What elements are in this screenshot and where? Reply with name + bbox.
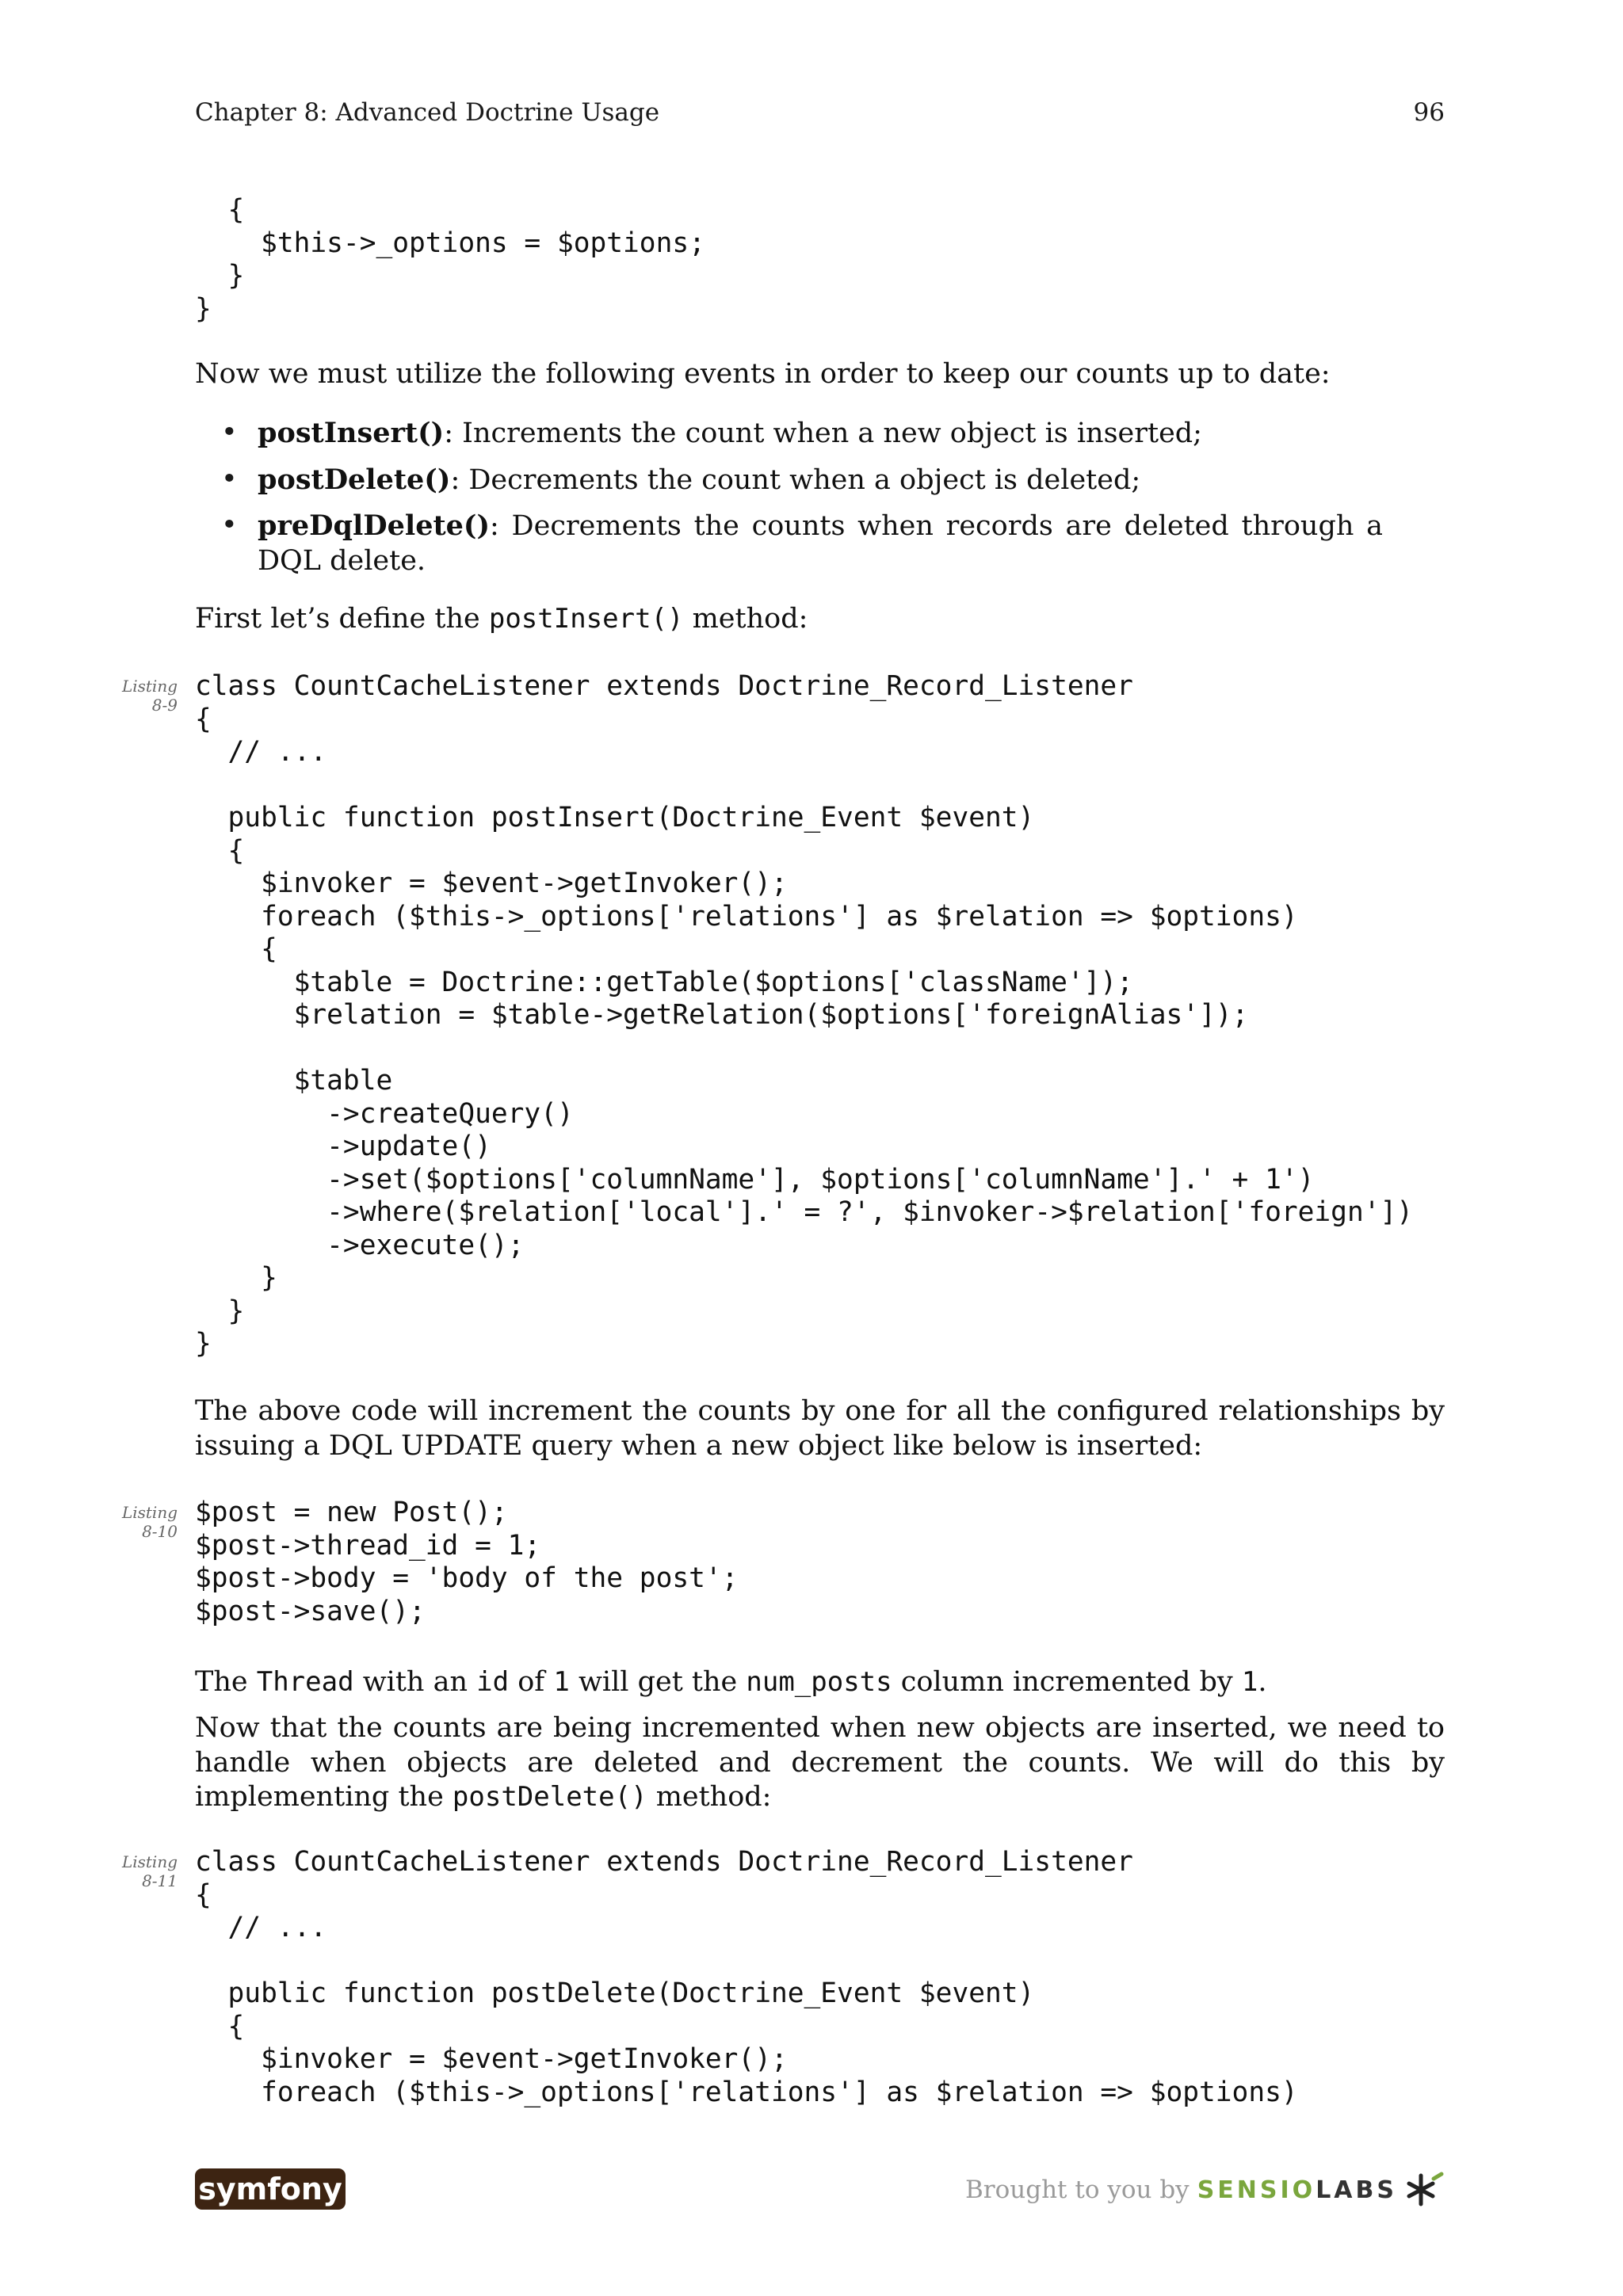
brand-part-1: SENSIO: [1197, 2176, 1316, 2204]
sponsor-credit: [965, 2172, 1445, 2208]
listing-label-number: 8-9: [151, 696, 178, 715]
chapter-header: Chapter 8: Advanced Doctrine Usage: [195, 98, 660, 127]
text-segment: column incremented by: [892, 1666, 1242, 1698]
bullet-dot: •: [221, 417, 238, 448]
bullet-text: : Decrements the count when a object is deleted;: [450, 464, 1141, 496]
text-segment: will get the: [569, 1666, 747, 1698]
bullet-item: [258, 463, 1383, 498]
listing-label-word: Listing: [121, 677, 178, 696]
thread-paragraph: [195, 1665, 1445, 1700]
bullet-text: : Decrements the counts when records are deleted through a DQL delete.: [258, 510, 1383, 577]
code-listing-8-9: class CountCacheListener extends Doctrine_Record_Listener { // ... public function postInsert(Doctrine_Event $event) { $invoker = $event->getInvoker(); foreach ($this->_options['relations'] as $relation => $options) { $table = Doctrine::getTable($options['className']); $relation = $table->getRelation($options['foreignAlias']); $table ->createQuery() ->update() ->set($options['columnName'], $options['columnName'].' + 1') ->where($relation['local'].' = ?', $invoker->$relation['foreign']) ->execute(); } } }: [195, 670, 1414, 1360]
text-segment: The: [195, 1666, 257, 1698]
bullet-item: [258, 509, 1383, 578]
text-segment: Now that the counts are being incremented when new objects are inserted, we need to handle when objects are deleted and decrement the counts. We will do this by implementing the: [195, 1712, 1445, 1813]
inline-code: postInsert(): [488, 603, 684, 635]
page-number: 96: [1413, 98, 1445, 127]
listing-label: [51, 677, 178, 715]
listing-label-number: 8-10: [142, 1522, 178, 1541]
inline-code: Thread: [256, 1666, 354, 1698]
bullet-item: [258, 416, 1383, 452]
text-segment: method:: [647, 1781, 772, 1813]
listing-label-word: Listing: [121, 1852, 178, 1871]
inline-code: id: [476, 1666, 510, 1698]
intro-paragraph: Now we must utilize the following events in order to keep our counts up to date:: [195, 358, 1331, 390]
listing-label-word: Listing: [121, 1503, 178, 1522]
define-paragraph: [195, 602, 1445, 637]
bullet-term: preDqlDelete(): [258, 509, 491, 542]
inline-code: num_posts: [746, 1666, 892, 1698]
code-snippet-top: { $this->_options = $options; } }: [195, 194, 705, 325]
listing-label: [51, 1503, 178, 1541]
sensiolabs-star-icon: [1405, 2171, 1445, 2209]
inline-code: postDelete(): [452, 1781, 647, 1813]
bullet-dot: •: [221, 463, 238, 495]
bullet-term: postInsert(): [258, 417, 445, 449]
text-segment: method:: [683, 603, 808, 635]
brand-part-2: LABS: [1316, 2176, 1397, 2204]
bullet-dot: •: [221, 509, 238, 541]
bullet-term: postDelete(): [258, 463, 451, 496]
text-segment: .: [1258, 1666, 1267, 1698]
bullet-text: : Increments the count when a new object is inserted;: [444, 418, 1202, 449]
above-code-paragraph: The above code will increment the counts by one for all the configured relationships by issuing a DQL UPDATE query when a new object like below is inserted:: [195, 1395, 1445, 1462]
text-segment: with an: [353, 1666, 477, 1698]
listing-label: [51, 1852, 178, 1890]
brought-by-text: Brought to you by: [965, 2176, 1190, 2204]
inline-code: 1: [1241, 1666, 1258, 1698]
inline-code: 1: [553, 1666, 570, 1698]
text-segment: First let’s define the: [195, 603, 489, 635]
code-listing-8-11: class CountCacheListener extends Doctrine_Record_Listener { // ... public function postDelete(Doctrine_Event $event) { $invoker = $event->getInvoker(); foreach ($this->_options['relations'] as $relation => $options): [195, 1846, 1298, 2108]
text-segment: of: [509, 1666, 554, 1698]
symfony-logo: symfony: [195, 2168, 346, 2210]
listing-label-number: 8-11: [142, 1871, 178, 1890]
now-paragraph: [195, 1711, 1445, 1815]
code-listing-8-10: $post = new Post(); $post->thread_id = 1; $post->body = 'body of the post'; $post->save();: [195, 1497, 739, 1627]
sensiolabs-wordmark: [1197, 2176, 1397, 2204]
